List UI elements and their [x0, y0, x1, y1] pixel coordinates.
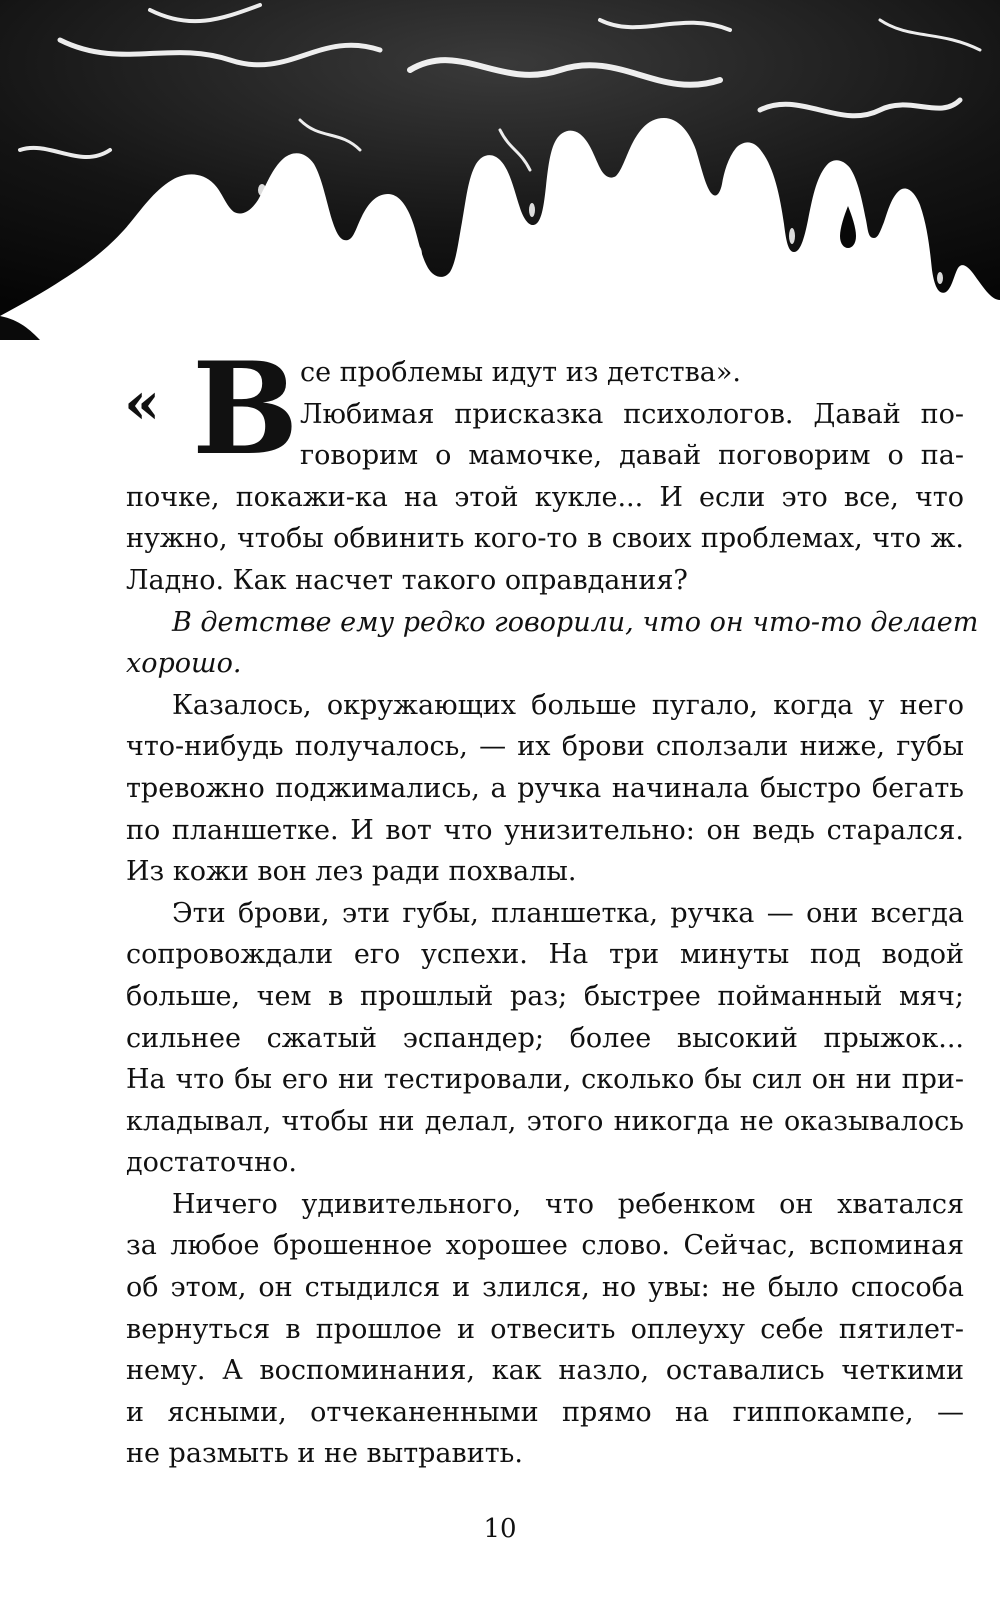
paragraph [126, 1184, 964, 1475]
text-line: Казалось, окружающих больше пугало, когда у него [172, 689, 964, 721]
text-line: Ничего удивительного, что ребенком он хватался [172, 1188, 964, 1220]
text-line: говорим о мамочке, давай поговорим о па- [300, 440, 964, 472]
text-line: нужно, чтобы обвинить кого-то в своих проблемах, что ж. [126, 523, 964, 555]
text-line: Из кожи вон лез ради похвалы. [126, 856, 577, 888]
black-paint-drips-illustration [0, 0, 1000, 340]
text-line: вернуться в прошлое и отвесить оплеуху себе пятилет- [126, 1313, 964, 1345]
text-line: кладывал, чтобы ни делал, этого никогда не оказывалось [126, 1105, 964, 1137]
text-line: сопровождали его успехи. На три минуты под водой [126, 939, 964, 971]
text-line: сильнее сжатый эспандер; более высокий прыжок... [126, 1022, 964, 1054]
text-line: по планшетке. И вот что унизительно: он ведь старался. [126, 814, 964, 846]
body-text [124, 335, 979, 1475]
opening-paragraph [124, 335, 964, 483]
text-line: больше, чем в прошлый раз; быстрее пойманный мяч; [126, 980, 964, 1012]
text-line: почке, покажи-ка на этой кукле... И если это все, что [126, 481, 964, 513]
paragraph [126, 893, 964, 1184]
text-line: В детстве ему редко говорили, что он что-то делает [172, 606, 979, 638]
text-line: и ясными, отчеканенными прямо на гиппокампе, — [126, 1396, 964, 1428]
drop-cap: В [192, 335, 299, 483]
text-line: не размыть и не вытравить. [126, 1438, 523, 1470]
text-line: что-нибудь получалось, — их брови сползали ниже, губы [126, 731, 964, 763]
opening-quote-mark: « [124, 369, 161, 437]
text-line: за любое брошенное хорошее слово. Сейчас, вспоминая [126, 1230, 964, 1262]
italic-paragraph [126, 602, 979, 685]
text-line: нему. А воспоминания, как назло, оставались четкими [126, 1355, 964, 1387]
text-line: Ладно. Как насчет такого оправдания? [126, 564, 688, 596]
text-line: Эти брови, эти губы, планшетка, ручка — они всегда [172, 897, 964, 929]
text-line: достаточно. [126, 1147, 297, 1179]
page-number: 10 [483, 1514, 517, 1544]
text-line: хорошо. [126, 648, 242, 680]
text-line: тревожно поджимались, а ручка начинала быстро бегать [126, 772, 964, 804]
paragraph [126, 685, 964, 893]
text-line: Любимая присказка психологов. Давай по- [300, 398, 964, 430]
text-line: се проблемы идут из детства». [300, 357, 742, 388]
text-line: об этом, он стыдился и злился, но увы: не было способа [126, 1272, 964, 1304]
text-line: На что бы его ни тестировали, сколько бы сил он ни при- [126, 1064, 964, 1096]
